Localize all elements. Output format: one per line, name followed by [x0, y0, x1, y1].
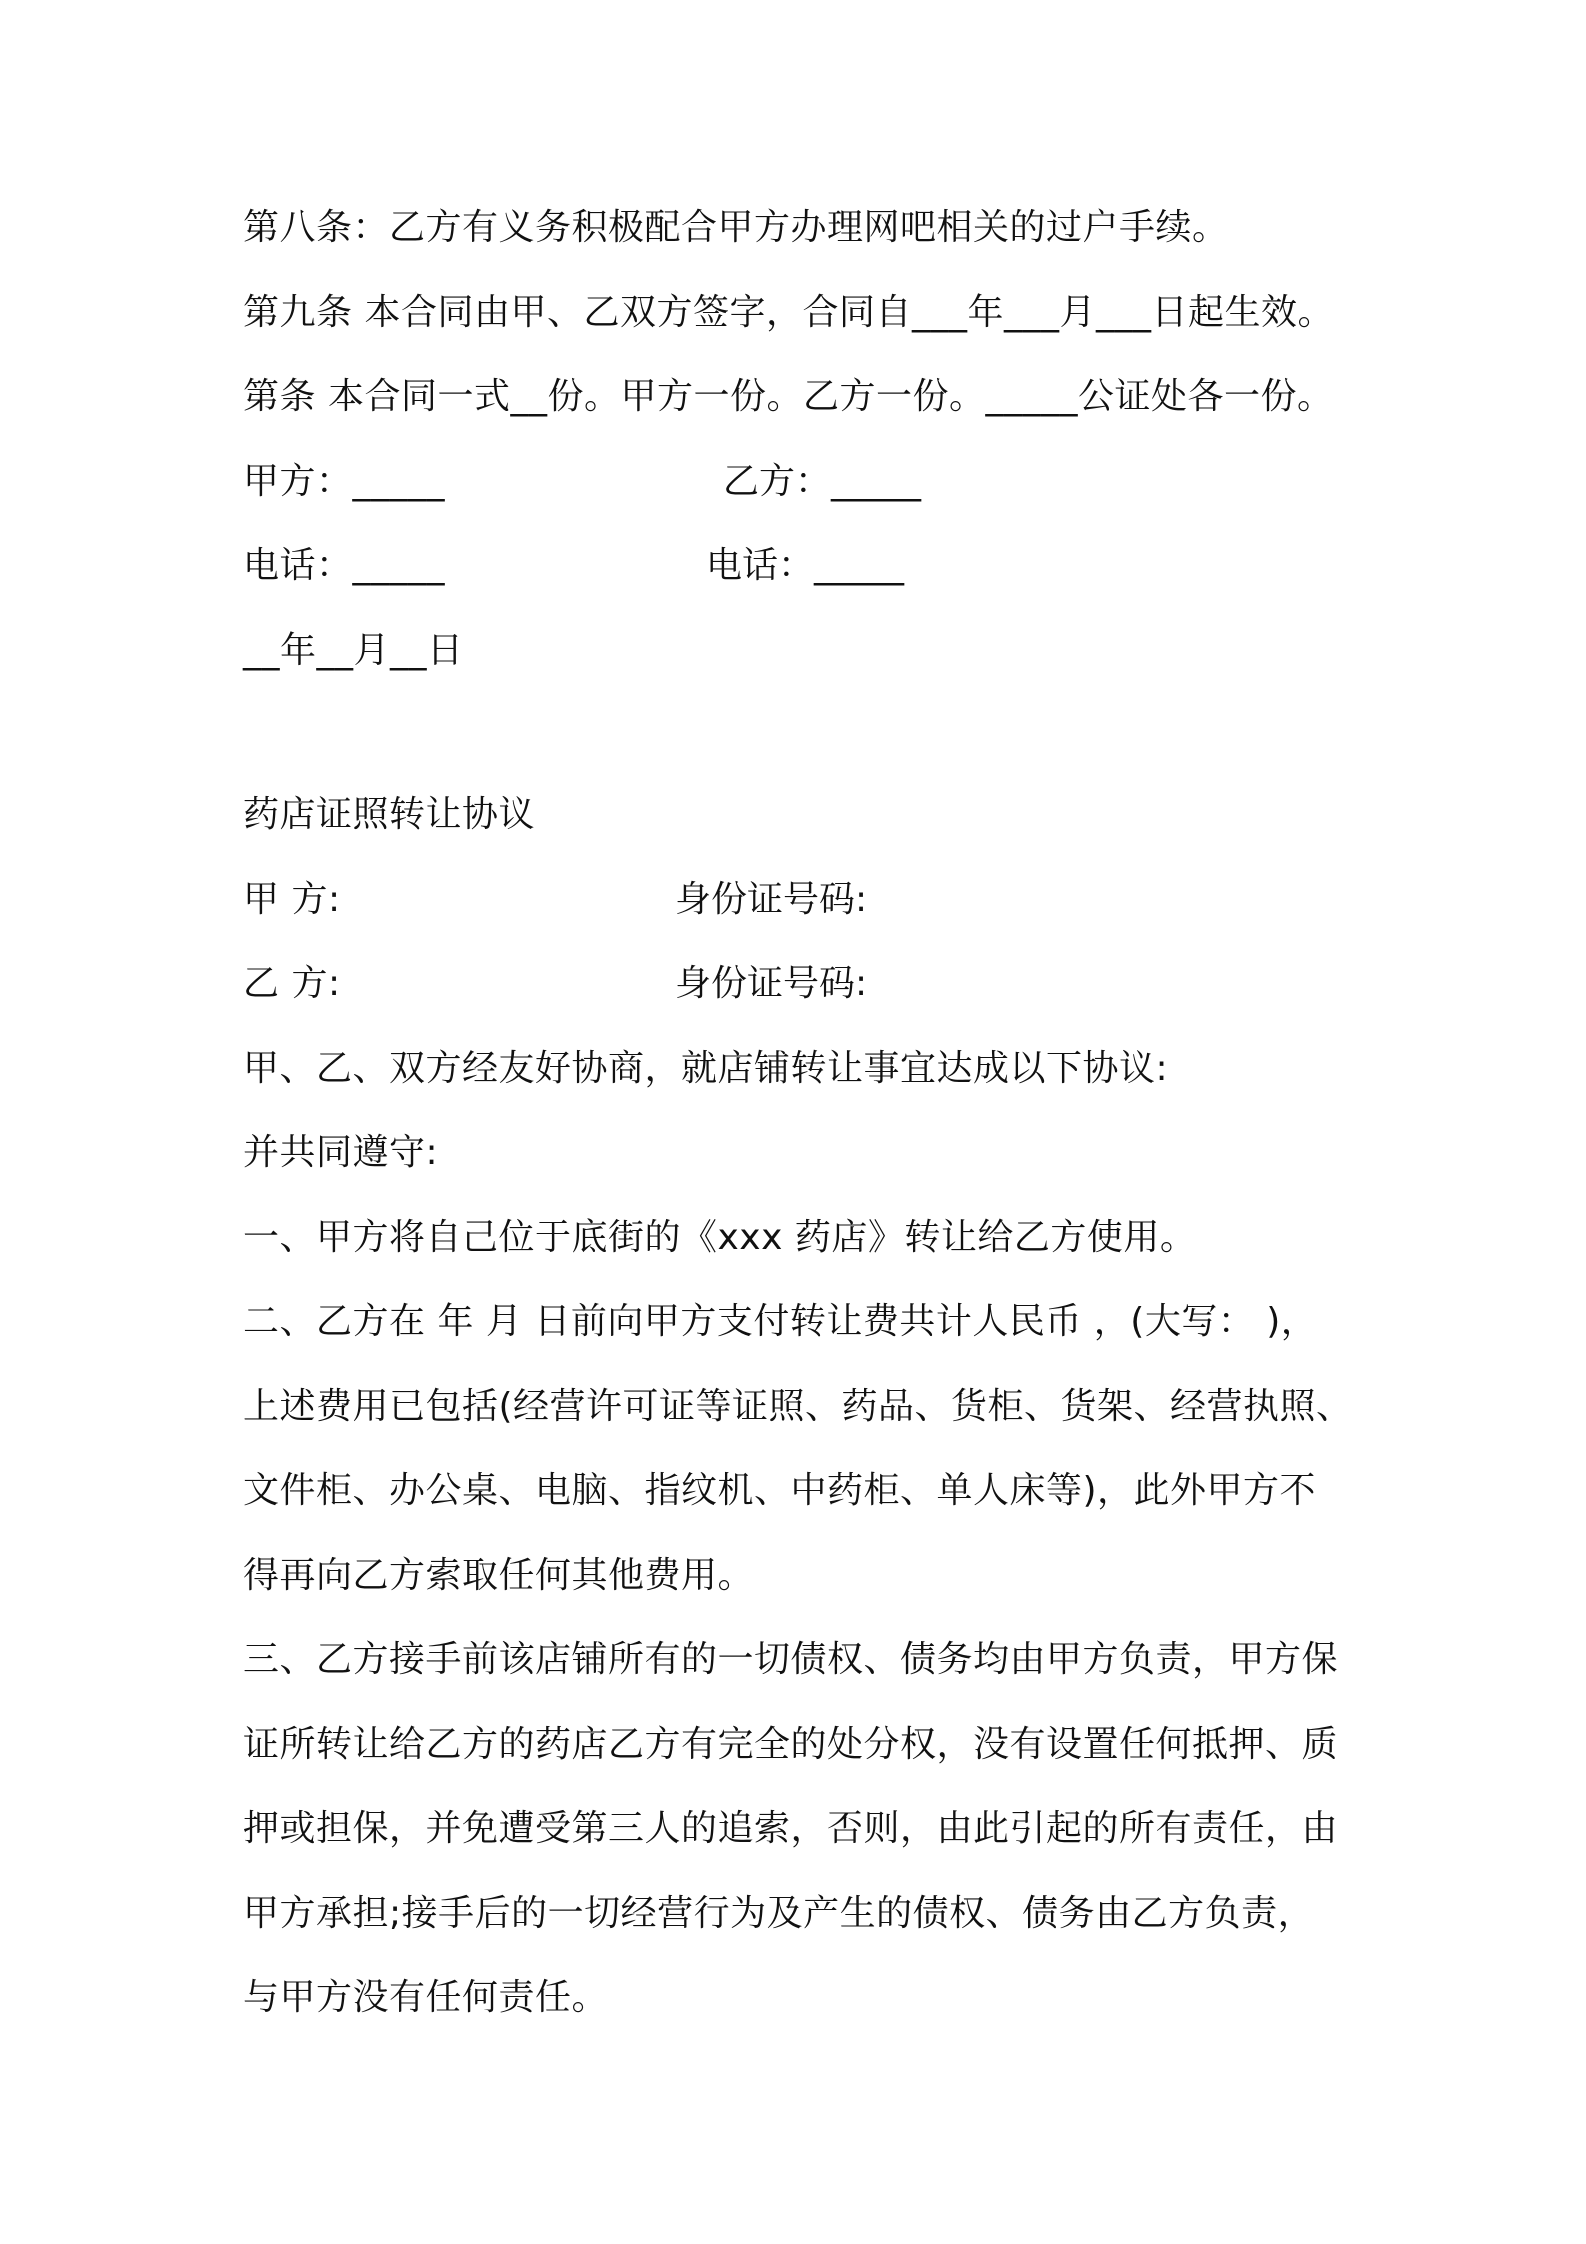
agreement-title: 药店证照转让协议 [243, 794, 536, 835]
clause-3-line-5: 与甲方没有任何责任。 [243, 1977, 609, 2018]
party-b-id-label: 身份证号码: [675, 963, 868, 1004]
article-10: 第条 本合同一式__份。甲方一份。乙方一份。_____公证处各一份。 [243, 376, 1334, 417]
clause-3-line-2: 证所转让给乙方的药店乙方有完全的处分权，没有设置任何抵押、质 [243, 1724, 1339, 1765]
clause-3-line-1: 三、乙方接手前该店铺所有的一切债权、债务均由甲方负责，甲方保 [243, 1639, 1339, 1680]
intro-line-1: 甲、乙、双方经友好协商，就店铺转让事宜达成以下协议: [243, 1048, 1169, 1089]
signing-date: __年__月__日 [243, 630, 464, 671]
clause-3-line-3: 押或担保，并免遭受第三人的追索，否则，由此引起的所有责任，由 [243, 1808, 1339, 1849]
party-a-phone: 电话：_____ [243, 545, 446, 586]
clause-2-line-3: 文件柜、办公桌、电脑、指纹机、中药柜、单人床等)，此外甲方不 [243, 1470, 1317, 1511]
clause-1: 一、甲方将自己位于底街的《xxx 药店》转让给乙方使用。 [243, 1217, 1197, 1258]
party-b-signature: 乙方：_____ [723, 461, 922, 502]
party-a-label: 甲 方: [243, 879, 341, 920]
party-b-label: 乙 方: [243, 963, 341, 1004]
clause-2-line-1: 二、乙方在 年 月 日前向甲方支付转让费共计人民币 ，(大写： )， [243, 1301, 1318, 1342]
article-8: 第八条：乙方有义务积极配合甲方办理网吧相关的过户手续。 [243, 207, 1229, 248]
party-a-id-label: 身份证号码: [675, 879, 868, 920]
party-b-phone: 电话：_____ [706, 545, 905, 586]
clause-2-line-2: 上述费用已包括(经营许可证等证照、药品、货柜、货架、经营执照、 [243, 1386, 1353, 1427]
clause-2-line-4: 得再向乙方索取任何其他费用。 [243, 1555, 755, 1596]
clause-3-line-4: 甲方承担;接手后的一切经营行为及产生的债权、债务由乙方负责， [243, 1893, 1315, 1934]
article-9: 第九条 本合同由甲、乙双方签字，合同自___年___月___日起生效。 [243, 292, 1334, 333]
intro-line-2: 并共同遵守: [243, 1132, 439, 1173]
party-a-signature: 甲方：_____ [243, 461, 446, 502]
